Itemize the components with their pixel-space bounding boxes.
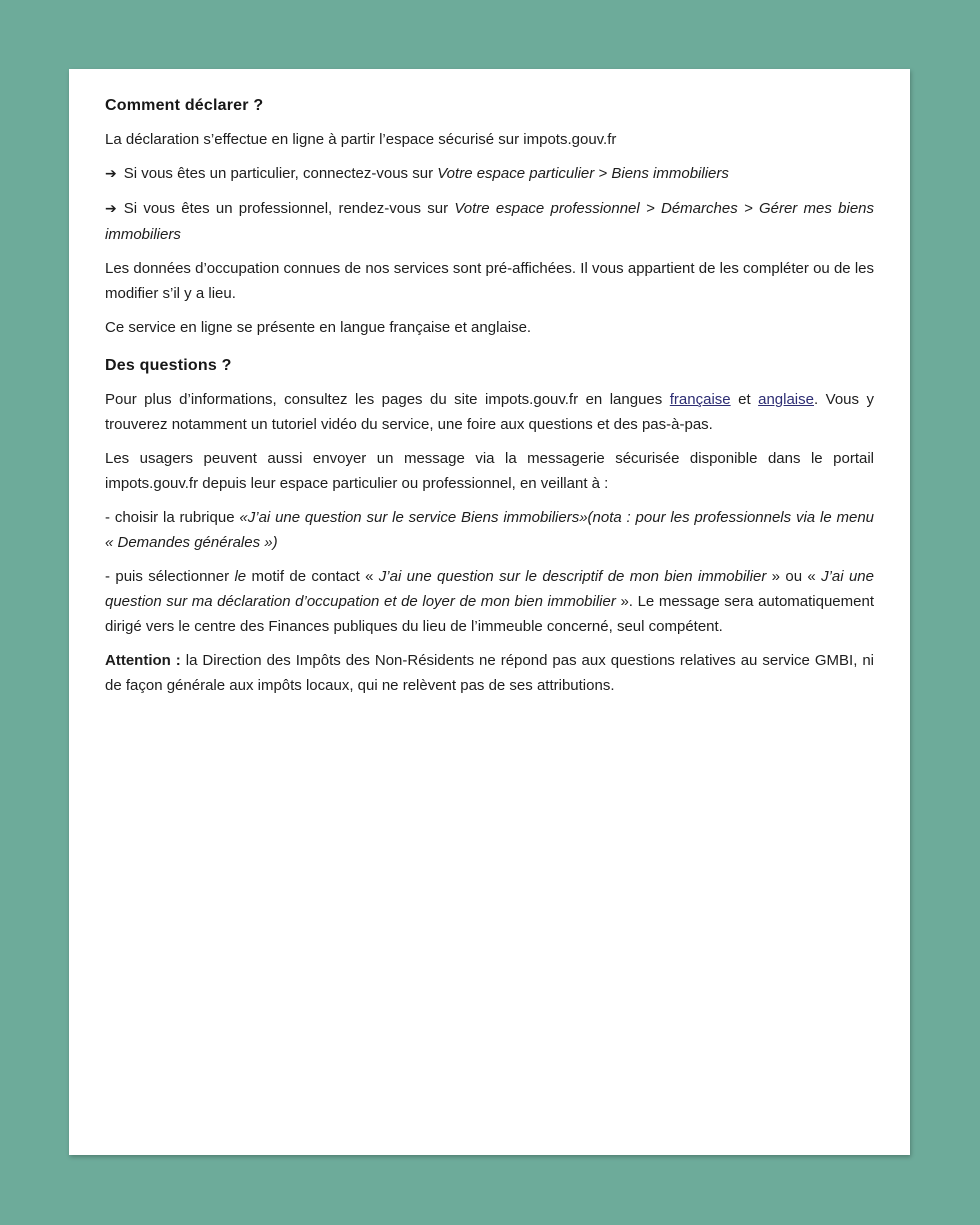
messagerie-text: Les usagers peuvent aussi envoyer un message via la messagerie sécurisée disponible dans le portail impots.gouv.fr depuis leur espace particulier ou professionnel, en veillant à :: [105, 450, 874, 492]
paragraph-attention: [105, 648, 874, 698]
motif-text-3: » ou «: [766, 568, 822, 585]
informations-text-3: . Vous y trouverez notamment un tutoriel vidéo du service, une foire aux questions et des pas-à-pas.: [105, 391, 874, 433]
intro-text: La déclaration s’effectue en ligne à partir l’espace sécurisé sur impots.gouv.fr: [105, 131, 617, 148]
link-pages-francaise[interactable]: française: [669, 391, 731, 408]
choisir-rubrique-text: - choisir la rubrique: [105, 509, 240, 526]
donnees-occupation-text: Les données d’occupation connues de nos services sont pré-affichées. Il vous appartient de les compléter ou de les modifier s’il y a lieu.: [105, 260, 874, 302]
motif-quote-2: J’ai une question sur ma déclaration d’occupation et de loyer de mon bien immobilier: [105, 568, 874, 610]
bullet-professionnel-text: Si vous êtes un professionnel, rendez-vous sur: [123, 200, 455, 217]
motif-quote-1: J’ai une question sur le descriptif de mon bien immobilier: [378, 568, 767, 585]
arrow-right-icon: ➔: [105, 201, 117, 217]
bullet-particulier: [105, 161, 874, 187]
informations-text-1: Pour plus d’informations, consultez les pages du site impots.gouv.fr en langues: [105, 391, 670, 408]
paragraph-langue: [105, 315, 874, 340]
bullet-professionnel-path: Votre espace professionnel > Démarches > Gérer mes biens immobiliers: [105, 200, 874, 243]
paragraph-donnees-occupation: [105, 256, 874, 306]
arrow-right-icon: ➔: [105, 166, 117, 182]
paragraph-informations: [105, 387, 874, 437]
motif-italic-1: le: [234, 568, 247, 585]
paragraph-motif-contact: [105, 564, 874, 639]
motif-text-4: ». Le message sera automatiquement dirigé vers le centre des Finances publiques du lieu de l’immeuble concerné, seul compétent.: [105, 593, 874, 635]
langue-text: Ce service en ligne se présente en langue française et anglaise.: [105, 319, 532, 336]
paragraph-choisir-rubrique: [105, 505, 874, 555]
heading-des-questions: Des questions ?: [105, 357, 232, 374]
attention-label: Attention :: [105, 652, 181, 669]
motif-text-2: motif de contact «: [246, 568, 379, 585]
link-pages-anglaise[interactable]: anglaise: [758, 391, 814, 408]
bullet-particulier-path: Votre espace particulier > Biens immobiliers: [437, 165, 729, 182]
bullet-professionnel: [105, 196, 874, 247]
attention-text: la Direction des Impôts des Non-Résidents ne répond pas aux questions relatives au service GMBI, ni de façon générale aux impôts locaux, qui ne relèvent pas de ses attributions.: [105, 652, 875, 694]
choisir-rubrique-quote: «J’ai une question sur le service Biens immobiliers»(nota : pour les professionnels via le menu « Demandes générales »): [105, 509, 875, 551]
paragraph-intro: [105, 127, 874, 152]
document-page: [69, 69, 910, 1155]
bullet-particulier-text: Si vous êtes un particulier, connectez-vous sur: [123, 165, 438, 182]
paragraph-messagerie: [105, 446, 874, 496]
heading-comment-declarer: Comment déclarer ?: [105, 97, 264, 114]
motif-text-1: - puis sélectionner: [105, 568, 235, 585]
informations-text-2: et: [730, 391, 759, 408]
